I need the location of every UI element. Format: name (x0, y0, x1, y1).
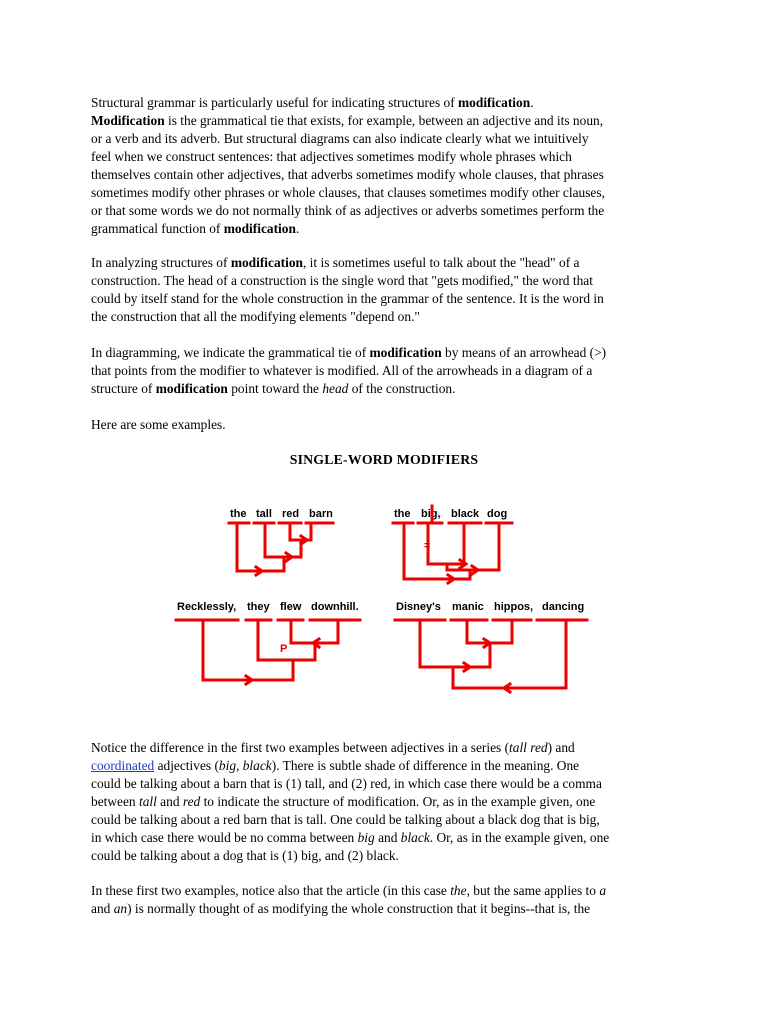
text: In analyzing structures of (91, 255, 231, 270)
text: point toward the (227, 381, 323, 396)
italic-term: an (113, 901, 128, 916)
text: and (91, 901, 114, 916)
text: between (91, 794, 139, 809)
text: in which case there would be no comma between (91, 830, 358, 845)
diagram-word: the (394, 508, 411, 520)
text-line: that points from the modifier to whatever is modified. All of the arrowheads in a diagram of a (91, 363, 593, 378)
diagram-word: Recklessly, (177, 601, 237, 613)
text: of the construction. (348, 381, 456, 396)
text: ). There is subtle shade of difference in the meaning. One (271, 758, 580, 773)
text-line: or a verb and its adverb. But structural diagrams can also indicate clearly what we intuitively (91, 131, 589, 146)
diagram-word: dancing (542, 601, 585, 613)
italic-term: black (400, 830, 430, 845)
text: , it is sometimes useful to talk about the "head" of a (302, 255, 580, 270)
text: Structural grammar is particularly useful for indicating structures of (91, 95, 459, 110)
diagram-word: the (230, 508, 247, 520)
text: and (374, 830, 401, 845)
text: adjectives ( (154, 758, 219, 773)
bold-term: modification (230, 255, 303, 270)
diagram-word: flew (280, 601, 302, 613)
diagram-disneys-manic-hippos (395, 601, 587, 692)
text: to indicate the structure of modification. Or, as in the example given, one (200, 794, 596, 809)
predication-mark: P (280, 643, 288, 655)
text-line: construction. The head of a construction is the single word that "gets modified," the word that (91, 273, 593, 288)
diagram-word: dog (487, 508, 508, 520)
diagram-big-black-dog (393, 506, 512, 583)
text: is the grammatical tie that exists, for example, between an adjective and its noun, (164, 113, 604, 128)
text: In diagramming, we indicate the grammatical tie of (91, 345, 370, 360)
modifier-bracket (428, 523, 464, 564)
modifier-bracket (467, 620, 512, 643)
diagram-word: red (282, 508, 300, 520)
text-line: themselves contain other adjectives, that adverbs sometimes modify whole clauses, that phrases (91, 167, 604, 182)
diagram-word: Disney's (396, 601, 441, 613)
bold-term: modification (155, 381, 228, 396)
text: structure of (91, 381, 156, 396)
text: by means of an arrowhead (>) (441, 345, 607, 360)
modifier-bracket (291, 620, 338, 643)
diagram-word: big, (421, 508, 441, 520)
bold-term: modification (458, 95, 531, 110)
text: . (295, 221, 300, 236)
paragraph-notice (91, 739, 691, 865)
text-line: could by itself stand for the whole construction in the grammar of the sentence. It is the word in (91, 291, 604, 306)
text-line: could be talking about a red barn that is tall. One could be talking about a black dog that is big, (91, 812, 600, 827)
text: In these first two examples, notice also that the article (in this case (91, 883, 451, 898)
bold-term: Modification (91, 113, 165, 128)
text: grammatical function of (91, 221, 224, 236)
diagram-recklessly-they-flew (176, 601, 360, 684)
italic-term: tall red (509, 740, 548, 755)
text-line: or that some words we do not normally think of as adjectives or adverbs sometimes perform the (91, 203, 605, 218)
italic-term: head (322, 381, 349, 396)
text: ) is normally thought of as modifying the whole construction that it begins--that is, the (127, 901, 591, 916)
bold-term: modification (369, 345, 442, 360)
text-line: feel when we construct sentences: that adjectives sometimes modify whole phrases which (91, 149, 572, 164)
italic-term: big, black (218, 758, 272, 773)
modifier-bracket (453, 620, 566, 688)
section-heading: SINGLE-WORD MODIFIERS (289, 452, 479, 467)
italic-term: big (357, 830, 375, 845)
text-line: Here are some examples. (91, 417, 226, 432)
diagram-word: hippos, (494, 601, 534, 613)
italic-term: red (182, 794, 201, 809)
modifier-bracket (237, 523, 284, 571)
italic-term: the (450, 883, 467, 898)
text: , but the same applies to (466, 883, 600, 898)
diagram-word: manic (452, 601, 484, 613)
text-line: sometimes modify other phrases or whole clauses, that clauses sometimes modify other clauses, (91, 185, 605, 200)
coordination-mark: = (424, 540, 431, 552)
text: . Or, as in the example given, one (429, 830, 610, 845)
diagram-word: downhill. (311, 601, 359, 613)
coordinated-link[interactable]: coordinated (91, 758, 155, 773)
bold-term: modification (223, 221, 296, 236)
diagram-word: they (247, 601, 270, 613)
text: ) and (547, 740, 575, 755)
text-line: could be talking about a dog that is (1) big, and (2) black. (91, 848, 399, 863)
diagram-word: barn (309, 508, 333, 520)
text-line: could be talking about a barn that is (1) tall, and (2) red, in which case there would be a comma (91, 776, 602, 791)
diagram-word: tall (256, 508, 272, 520)
text: . (530, 95, 534, 110)
italic-term: tall (138, 794, 157, 809)
text: and (156, 794, 183, 809)
text: Notice the difference in the first two examples between adjectives in a series ( (91, 740, 510, 755)
diagram-word: black (451, 508, 480, 520)
paragraph-article (91, 882, 691, 918)
italic-term: a (599, 883, 607, 898)
text-line: the construction that all the modifying elements "depend on." (91, 309, 420, 324)
diagram-tall-red-barn (229, 508, 333, 575)
